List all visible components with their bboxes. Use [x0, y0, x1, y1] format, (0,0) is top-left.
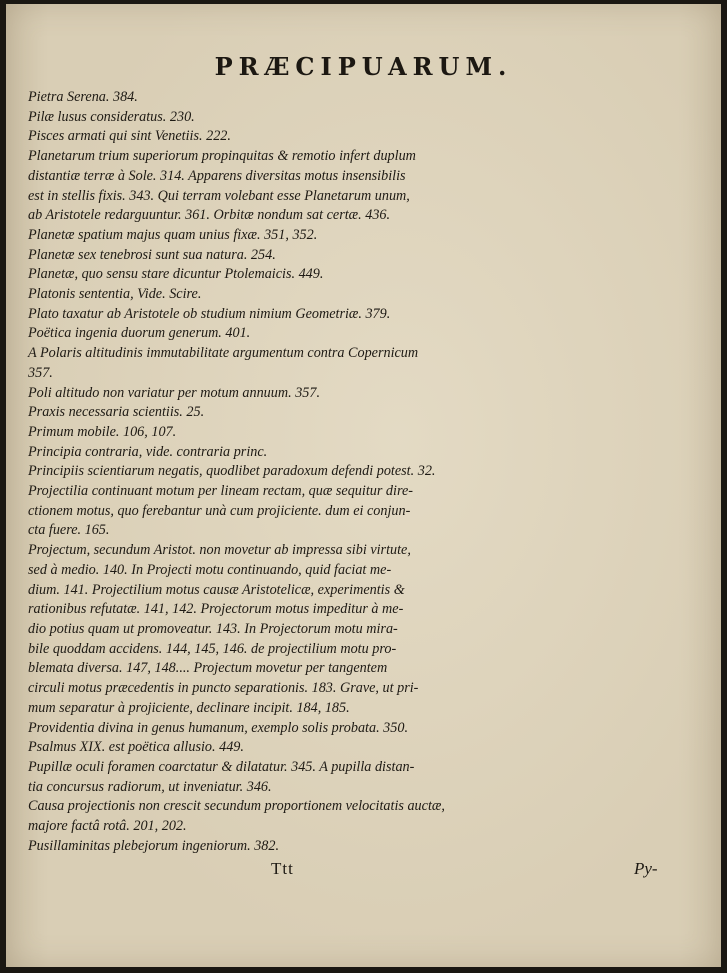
index-entry-line: Providentia divina in genus humanum, exemplo solis probata. 350.: [28, 719, 408, 736]
index-entry: [28, 285, 708, 305]
index-entry-line: Pilæ lusus consideratus. 230.: [28, 108, 195, 125]
index-entry-line: majore factâ rotâ. 201, 202.: [28, 818, 187, 835]
index-entry-line: dium. 141. Projectilium motus causæ Aristotelicæ, experimentis &: [28, 581, 405, 598]
index-entry-line: tia concursus radiorum, ut inveniatur. 346.: [28, 778, 272, 795]
index-entry: [28, 423, 708, 443]
index-entry: [28, 758, 708, 797]
index-entry: [28, 443, 708, 463]
index-entry-line: rationibus refutatæ. 141, 142. Projectorum motus impeditur à me-: [28, 601, 404, 618]
index-entry: [28, 719, 708, 739]
index-entry: [28, 738, 708, 758]
index-entry-line: ab Aristotele redarguuntur. 361. Orbitæ nondum sat certæ. 436.: [28, 207, 391, 224]
page-header: PRÆCIPUARUM.: [214, 52, 513, 81]
index-entry: [28, 246, 708, 266]
index-entry-line: sed à medio. 140. In Projecti motu continuando, quid faciat me-: [28, 561, 392, 578]
index-entry-line: A Polaris altitudinis immutabilitate argumentum contra Copernicum: [28, 345, 419, 362]
index-entry-line: Psalmus XIX. est poëtica allusio. 449.: [28, 739, 244, 756]
index-entry: [28, 265, 708, 285]
index-entry-line: Pupillæ oculi foramen coarctatur & dilatatur. 345. A pupilla distan-: [28, 758, 415, 775]
index-entry-line: cta fuere. 165.: [28, 522, 110, 539]
index-entry-line: Pisces armati qui sint Venetiis. 222.: [28, 128, 231, 145]
book-page: [6, 4, 721, 967]
index-entry-line: Poëtica ingenia duorum generum. 401.: [28, 325, 251, 342]
index-entry: [28, 462, 708, 482]
index-entry-line: Poli altitudo non variatur per motum annuum. 357.: [28, 384, 321, 401]
index-entry-line: Causa projectionis non crescit secundum proportionem velocitatis auctæ,: [28, 798, 445, 815]
index-entry-line: 357.: [28, 364, 53, 381]
index-entry: [28, 147, 708, 226]
index-entry-line: circuli motus præcedentis in puncto separationis. 183. Grave, ut pri-: [28, 680, 419, 697]
signature-mark: Ttt: [271, 859, 294, 878]
index-entry: [28, 88, 708, 108]
index-entry-line: Projectum, secundum Aristot. non movetur ab impressa sibi virtute,: [28, 542, 411, 559]
index-entry-line: est in stellis fixis. 343. Qui terram volebant esse Planetarum unum,: [28, 187, 410, 204]
index-entry-line: Planetæ spatium majus quam unius fixæ. 351, 352.: [28, 226, 318, 243]
index-entry-line: Praxis necessaria scientiis. 25.: [28, 404, 205, 421]
index-entry-line: dio potius quam ut promoveatur. 143. In Projectorum motu mira-: [28, 620, 398, 637]
index-entry: [28, 837, 708, 857]
index-entry: [28, 384, 708, 404]
index-entry-line: Planetarum trium superiorum propinquitas & remotio infert duplum: [28, 148, 416, 165]
index-entry: [28, 127, 708, 147]
index-entry: [28, 403, 708, 423]
index-entry-line: blemata diversa. 147, 148.... Projectum movetur per tangentem: [28, 660, 388, 677]
index-entry-line: distantiæ terræ à Sole. 314. Apparens diversitas motus insensibilis: [28, 167, 406, 184]
index-entry: [28, 226, 708, 246]
index-entry: [28, 305, 708, 325]
index-entry: [28, 541, 708, 718]
index-entries: [28, 88, 708, 856]
index-entry-line: Pusillaminitas plebejorum ingeniorum. 382.: [28, 837, 280, 854]
index-entry-line: Planetæ, quo sensu stare dicuntur Ptolemaicis. 449.: [28, 266, 324, 283]
index-entry-line: Principia contraria, vide. contraria princ.: [28, 443, 268, 460]
index-entry-line: Pietra Serena. 384.: [28, 89, 138, 105]
index-entry-line: Platonis sententia, Vide. Scire.: [28, 286, 202, 303]
index-entry-line: mum separatur à projiciente, declinare incipit. 184, 185.: [28, 699, 350, 716]
index-entry: [28, 344, 708, 383]
index-entry: [28, 482, 708, 541]
index-entry-line: Primum mobile. 106, 107.: [28, 423, 177, 440]
index-entry: [28, 797, 708, 836]
index-entry-line: ctionem motus, quo ferebantur unà cum projiciente. dum ei conjun-: [28, 502, 411, 519]
index-entry-line: Plato taxatur ab Aristotele ob studium nimium Geometriæ. 379.: [28, 305, 391, 322]
index-entry-line: Planetæ sex tenebrosi sunt sua natura. 254.: [28, 246, 276, 263]
index-entry-line: Projectilia continuant motum per lineam rectam, quæ sequitur dire-: [28, 483, 413, 500]
catchword: Py-: [634, 859, 658, 878]
index-entry-line: Principiis scientiarum negatis, quodlibet paradoxum defendi potest. 32.: [28, 463, 436, 480]
index-entry-line: bile quoddam accidens. 144, 145, 146. de projectilium motu pro-: [28, 640, 397, 657]
index-entry: [28, 324, 708, 344]
index-entry: [28, 108, 708, 128]
